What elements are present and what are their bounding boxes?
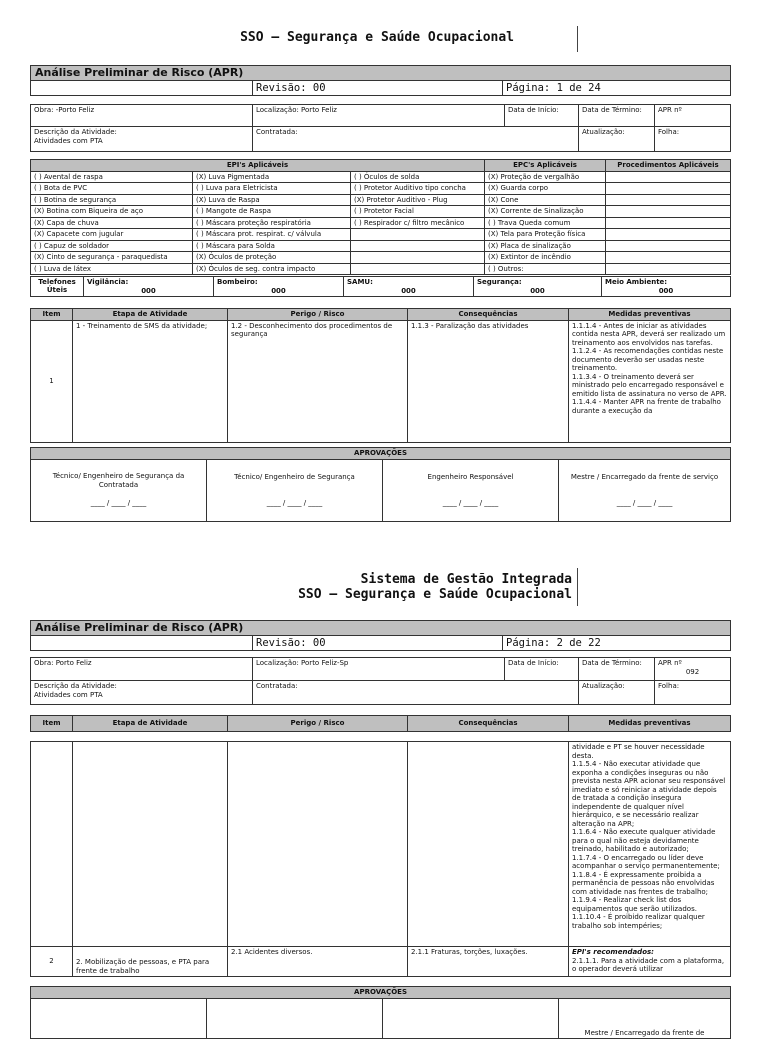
epi-item [351, 229, 485, 241]
signer-4-label: Mestre / Encarregado da frente de serviço [570, 472, 719, 481]
epi-item: (X) Luva Pigmentada [193, 171, 351, 183]
page-number: Página: 2 de 22 [503, 636, 731, 651]
epi-item: ( ) Protetor Facial [351, 206, 485, 218]
data-inicio: Data de Início: [505, 658, 579, 681]
signer-1-label: Técnico/ Engenheiro de Segurança da Contratada [52, 472, 185, 489]
risk-medidas: 1.1.1.4 - Antes de iniciar as atividades contida nesta APR, deverá ser realizado um treinamento aos envolvidos nas tarefas. 1.1.2.4 - As recomendações contidas neste documento deverão ser usadas neste treinamento. 1.1.3.4 - O treinamento deverá ser ministrado pelo encarregado responsável e emitido lista de assinatura no verso de APR. 1.1.4.4 - Manter APR na frente de trabalho durante a execução da [569, 320, 731, 442]
epc-item: (X) Extintor de incêndio [485, 252, 606, 264]
header-divider [577, 26, 578, 52]
descricao-label: Descrição da Atividade: [34, 682, 117, 690]
epi-header: EPI's Aplicáveis [31, 160, 485, 172]
epi-item: ( ) Botina de segurança [31, 194, 193, 206]
epi-epc-table [30, 159, 731, 275]
procedimento-item [606, 229, 731, 241]
header-divider [577, 568, 578, 606]
signer-2-date: ____ / ____ / ____ [266, 499, 323, 507]
apr-number [655, 658, 731, 681]
epc-item: (X) Placa de sinalização [485, 240, 606, 252]
phone-seguranca [474, 277, 602, 297]
data-termino: Data de Término: [579, 658, 655, 681]
epi-item: (X) Capa de chuva [31, 217, 193, 229]
phone-seguranca-value: 000 [530, 286, 545, 295]
medidas-title: EPI's recomendados: [572, 948, 654, 956]
col-medidas: Medidas preventivas [569, 716, 731, 732]
epi-item: (X) Óculos de proteção [193, 252, 351, 264]
descricao-cell [31, 127, 253, 152]
apr-number-label: APR nº [658, 659, 682, 667]
phone-vigilancia-label: Vigilância: [87, 278, 129, 286]
folha: Folha: [655, 681, 731, 705]
obra: Obra: -Porto Feliz [31, 105, 253, 127]
epi-item: ( ) Óculos de solda [351, 171, 485, 183]
atualizacao: Atualização: [579, 127, 655, 152]
phone-meio-ambiente-label: Meio Ambiente: [605, 278, 668, 286]
signer-2 [207, 459, 383, 521]
signer-1 [31, 459, 207, 521]
phone-samu-label: SAMU: [347, 278, 373, 286]
procedimento-item [606, 194, 731, 206]
epi-row [31, 171, 731, 183]
page2-risk-header [30, 715, 731, 732]
epi-item [351, 252, 485, 264]
col-consequencias: Consequências [408, 716, 569, 732]
phone-meio-ambiente-value: 000 [658, 286, 674, 295]
epi-item: (X) Luva de Raspa [193, 194, 351, 206]
col-etapa: Etapa de Atividade [73, 309, 228, 321]
page1-approvals [30, 447, 731, 522]
revision: Revisão: 00 [253, 636, 503, 651]
epi-item: ( ) Capuz de soldador [31, 240, 193, 252]
risk-consequencias: 2.1.1 Fraturas, torções, luxações. [408, 947, 569, 977]
phone-samu [344, 277, 474, 297]
epi-item: ( ) Protetor Auditivo tipo concha [351, 183, 485, 195]
col-perigo: Perigo / Risco [228, 309, 408, 321]
apr-number-value: 092 [685, 667, 700, 676]
epi-item: (X) Protetor Auditivo - Plug [351, 194, 485, 206]
procedimento-item [606, 171, 731, 183]
procedimento-item [606, 252, 731, 264]
signer-1-date: ____ / ____ / ____ [90, 499, 147, 508]
page1-apr-title-block [30, 65, 731, 96]
epi-item: (X) Botina com Biqueira de aço [31, 206, 193, 218]
epi-item: (X) Óculos de seg. contra impacto [193, 263, 351, 275]
page2-info-table [30, 657, 731, 705]
atualizacao: Atualização: [579, 681, 655, 705]
signer-4: Mestre / Encarregado da frente de [559, 998, 731, 1038]
epi-item: ( ) Máscara para Solda [193, 240, 351, 252]
page2-header-line2: SSO – Segurança e Saúde Ocupacional [298, 587, 572, 602]
phone-bombeiro-value: 000 [271, 286, 286, 295]
epi-item: ( ) Máscara prot. respirat. c/ válvula [193, 229, 351, 241]
col-item: Item [31, 716, 73, 732]
epc-item: (X) Tela para Proteção física [485, 229, 606, 241]
epc-header: EPC's Aplicáveis [485, 160, 606, 172]
page1-info-table [30, 104, 731, 152]
localizacao: Localização: Porto Feliz-Sp [253, 658, 505, 681]
phones-table [30, 276, 731, 297]
procedimentos-header: Procedimentos Aplicáveis [606, 160, 731, 172]
phones-label: Telefones Úteis [31, 277, 84, 297]
phone-bombeiro-label: Bombeiro: [217, 278, 258, 286]
procedimento-item [606, 183, 731, 195]
risk-item: 1 [31, 320, 73, 442]
epi-item: (X) Cinto de segurança - paraquedista [31, 252, 193, 264]
phone-vigilancia-value: 000 [141, 286, 156, 295]
contratada: Contratada: [253, 681, 579, 705]
epc-item: ( ) Outros: [485, 263, 606, 275]
epc-item: (X) Corrente de Sinalização [485, 206, 606, 218]
obra: Obra: Porto Feliz [31, 658, 253, 681]
cont-medidas: atividade e PT se houver necessidade desta. 1.1.5.4 - Não executar atividade que exponha a condições inseguras ou não prevista nesta APR acionar seu responsável imediato e só reiniciar a atividade depois de tratada a condição insegura independente de qualquer nível hierárquico, e se necessário realizar alteração na APR; 1.1.6.4 - Não execute qualquer atividade para o qual não esteja devidamente treinado, habilitado e autorizado; 1.1.7.4 - O encarregado ou líder deve acompanhar o serviço permanentemente; 1.1.8.4 - É expressamente proibida a permanência de pessoas não envolvidas com atividade nas frentes de trabalho; 1.1.9.4 - Realizar check list dos equipamentos que serão utilizados. 1.1.10.4 - É proibido realizar qualquer trabalho sob intempéries; [569, 742, 731, 947]
epi-row [31, 206, 731, 218]
epi-item [351, 240, 485, 252]
signer-2-label: Técnico/ Engenheiro de Segurança [234, 472, 355, 481]
risk-etapa: 1 - Treinamento de SMS da atividade; [73, 320, 228, 442]
risk-etapa: 2. Mobilização de pessoas, e PTA para frente de trabalho [73, 947, 228, 977]
phone-vigilancia [84, 277, 214, 297]
descricao-label: Descrição da Atividade: [34, 128, 117, 136]
apr-title: Análise Preliminar de Risco (APR) [31, 621, 731, 636]
col-perigo: Perigo / Risco [228, 716, 408, 732]
procedimento-item [606, 263, 731, 275]
signer-3 [383, 459, 559, 521]
localizacao: Localização: Porto Feliz [253, 105, 505, 127]
apr-title: Análise Preliminar de Risco (APR) [31, 66, 731, 81]
descricao-cell [31, 681, 253, 705]
revision: Revisão: 00 [253, 81, 503, 96]
phone-seguranca-label: Segurança: [477, 278, 522, 286]
epc-item: (X) Proteção de vergalhão [485, 171, 606, 183]
epi-row [31, 183, 731, 195]
apr-number: APR nº [655, 105, 731, 127]
phone-bombeiro [214, 277, 344, 297]
epc-item: (X) Cone [485, 194, 606, 206]
col-item: Item [31, 309, 73, 321]
epi-item: ( ) Luva para Eletricista [193, 183, 351, 195]
epi-item: ( ) Bota de PVC [31, 183, 193, 195]
epi-item: ( ) Respirador c/ filtro mecânico [351, 217, 485, 229]
epi-item: ( ) Máscara proteção respiratória [193, 217, 351, 229]
epi-item [351, 263, 485, 275]
signer-4 [559, 459, 731, 521]
procedimento-item [606, 206, 731, 218]
page2-apr-title-block [30, 620, 731, 651]
page1-risk-table [30, 308, 731, 443]
data-termino: Data de Término: [579, 105, 655, 127]
procedimento-item [606, 240, 731, 252]
epi-row [31, 252, 731, 264]
epi-item: ( ) Mangote de Raspa [193, 206, 351, 218]
col-consequencias: Consequências [408, 309, 569, 321]
contratada: Contratada: [253, 127, 579, 152]
medidas-text: 2.1.1.1. Para a atividade com a plataforma, o operador deverá utilizar [572, 956, 725, 973]
risk-perigo: 2.1 Acidentes diversos. [228, 947, 408, 977]
signer-3-date: ____ / ____ / ____ [442, 499, 499, 507]
epc-item: ( ) Trava Queda comum [485, 217, 606, 229]
col-medidas: Medidas preventivas [569, 309, 731, 321]
descricao-value: Atividades com PTA [34, 690, 103, 699]
epi-row [31, 229, 731, 241]
descricao-value: Atividades com PTA [34, 136, 103, 145]
epi-row [31, 217, 731, 229]
risk-item: 2 [31, 947, 73, 977]
signer-3-label: Engenheiro Responsável [427, 472, 514, 481]
epi-row [31, 194, 731, 206]
page2-header-line1: Sistema de Gestão Integrada [360, 572, 572, 587]
risk-consequencias: 1.1.3 - Paralização das atividades [408, 320, 569, 442]
risk-medidas [569, 947, 731, 977]
page2-approvals [30, 986, 731, 1039]
page2-header [200, 572, 572, 602]
approvals-title: APROVAÇÕES [31, 987, 731, 999]
page2-risk-table [30, 741, 731, 977]
phone-samu-value: 000 [401, 286, 416, 295]
epi-item: ( ) Avental de raspa [31, 171, 193, 183]
phone-meio-ambiente [602, 277, 731, 297]
page-number: Página: 1 de 24 [503, 81, 731, 96]
risk-perigo: 1.2 - Desconhecimento dos procedimentos de segurança [228, 320, 408, 442]
epi-item: ( ) Luva de látex [31, 263, 193, 275]
data-inicio: Data de Início: [505, 105, 579, 127]
page1-header-title: SSO – Segurança e Saúde Ocupacional [240, 30, 514, 45]
folha: Folha: [655, 127, 731, 152]
epc-item: (X) Guarda corpo [485, 183, 606, 195]
col-etapa: Etapa de Atividade [73, 716, 228, 732]
procedimento-item [606, 217, 731, 229]
approvals-title: APROVAÇÕES [31, 448, 731, 460]
epi-row [31, 263, 731, 275]
epi-item: (X) Capacete com jugular [31, 229, 193, 241]
epi-row [31, 240, 731, 252]
signer-4-date: ____ / ____ / ____ [616, 499, 673, 507]
